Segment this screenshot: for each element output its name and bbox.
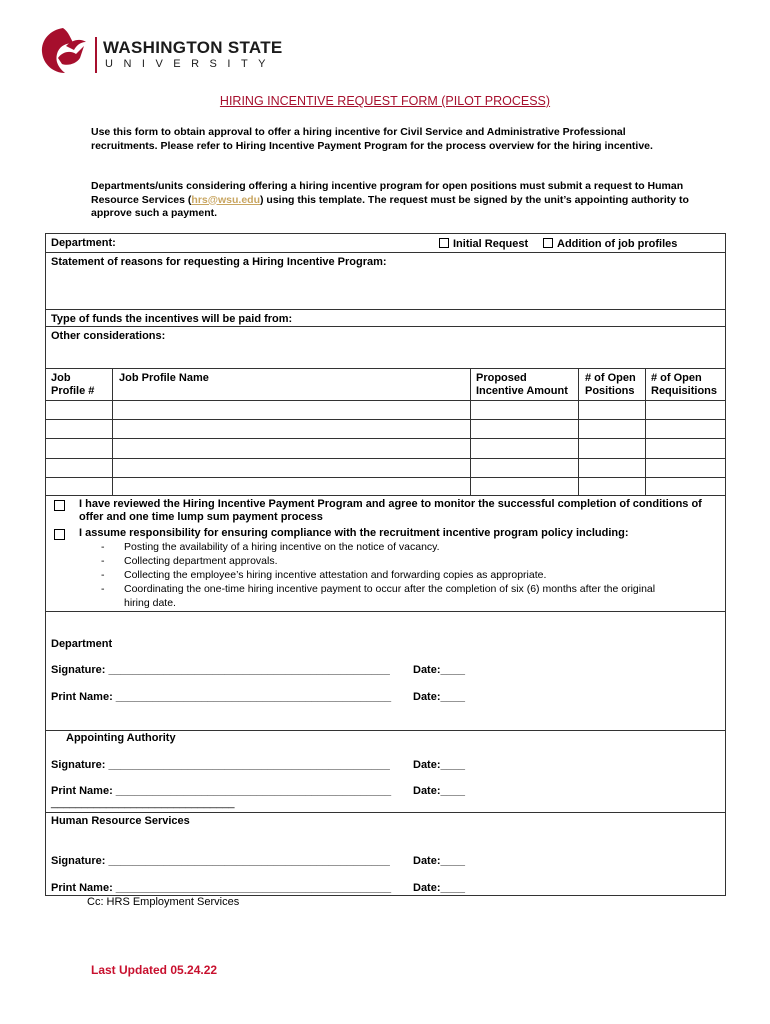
other-considerations-label: Other considerations: xyxy=(51,330,166,342)
aa-signature-field[interactable]: Signature: ______________________________________________ xyxy=(51,759,390,771)
initial-request-label: Initial Request xyxy=(453,238,529,250)
ack-review-text xyxy=(79,498,729,524)
appointing-authority-heading: Appointing Authority xyxy=(66,732,176,744)
dept-signature-date[interactable]: Date:____ xyxy=(413,664,465,676)
bullet-dash: - xyxy=(101,555,105,567)
dept-signature-field[interactable]: Signature: ______________________________________________ xyxy=(51,664,390,676)
header-text: Positions xyxy=(585,385,635,397)
funds-label: Type of funds the incentives will be paid from: xyxy=(51,313,293,325)
col-header-job-profile-no xyxy=(51,372,94,398)
bullet-item-continued: hiring date. xyxy=(124,597,176,609)
department-label: Department: xyxy=(51,237,116,249)
bullet-item: Collecting the employee’s hiring incentive attestation and forwarding copies as appropriate. xyxy=(124,569,547,581)
hrs-print-name-date[interactable]: Date:____ xyxy=(413,882,465,894)
bullet-dash: - xyxy=(101,583,105,595)
request-form xyxy=(45,233,726,896)
addition-profiles-label: Addition of job profiles xyxy=(557,238,678,250)
ack-line: I have reviewed the Hiring Incentive Payment Program and agree to monitor the successful completion of conditions of xyxy=(79,498,702,510)
header-text: # of Open xyxy=(585,372,636,384)
hrs-print-name-field[interactable]: Print Name: _____________________________________________ xyxy=(51,882,392,894)
aa-signature-date[interactable]: Date:____ xyxy=(413,759,465,771)
dept-print-name-date[interactable]: Date:____ xyxy=(413,691,465,703)
bullet-dash: - xyxy=(101,569,105,581)
cc-note: Cc: HRS Employment Services xyxy=(87,896,240,908)
header-text: Requisitions xyxy=(651,385,718,397)
intro-paragraph-2 xyxy=(91,180,691,221)
header-text: Job xyxy=(51,372,71,384)
last-updated: Last Updated 05.24.22 xyxy=(91,963,218,977)
ack-responsibility-text: I assume responsibility for ensuring compliance with the recruitment incentive program policy including: xyxy=(79,527,629,539)
department-heading: Department xyxy=(51,638,113,650)
intro-paragraph-1: Use this form to obtain approval to offer a hiring incentive for Civil Service and Administrative Professional recruitments. Please refer to Hiring Incentive Payment Program for the process overview for the hiring incentive. xyxy=(91,126,653,152)
header-text: Profile # xyxy=(51,385,95,397)
ack-line: offer and one time lump sum payment process xyxy=(79,511,323,523)
dept-print-name-field[interactable]: Print Name: _____________________________________________ xyxy=(51,691,392,703)
bullet-item: Coordinating the one-time hiring incentive payment to occur after the completion of six (6) months after the original xyxy=(124,583,656,595)
bullet-item: Collecting department approvals. xyxy=(124,555,278,567)
extra-underline: ______________________________ xyxy=(51,797,235,809)
intro-text: Departments/units considering offering a hiring incentive program for open positions must submit a request to Human Resource Services ( xyxy=(91,180,684,206)
ack-responsibility-checkbox[interactable] xyxy=(54,529,65,540)
col-header-open-positions xyxy=(585,372,636,398)
aa-print-name-field[interactable]: Print Name: _____________________________________________ xyxy=(51,785,392,797)
form-title: HIRING INCENTIVE REQUEST FORM (PILOT PROCESS) xyxy=(219,94,551,108)
hrs-signature-date[interactable]: Date:____ xyxy=(413,855,465,867)
col-header-proposed-amount xyxy=(476,372,568,398)
initial-request-option[interactable] xyxy=(439,238,528,251)
hrs-signature-field[interactable]: Signature: ______________________________________________ xyxy=(51,855,390,867)
header-text: # of Open xyxy=(651,372,702,384)
col-header-open-requisitions xyxy=(651,372,717,398)
aa-print-name-date[interactable]: Date:____ xyxy=(413,785,465,797)
col-header-job-profile-name: Job Profile Name xyxy=(119,372,209,384)
hrs-email-link[interactable]: hrs@wsu.edu xyxy=(191,193,260,206)
hrs-heading: Human Resource Services xyxy=(51,815,190,827)
statement-label: Statement of reasons for requesting a Hiring Incentive Program: xyxy=(51,256,387,268)
logo-wordmark-line2: UNIVERSITY xyxy=(105,58,277,70)
intro-text: ) using this template. The request must be signed by the unit’s appointing authority to approve such a payment. xyxy=(91,193,689,219)
checkbox-icon[interactable] xyxy=(543,238,553,248)
bullet-item: Posting the availability of a hiring incentive on the notice of vacancy. xyxy=(124,541,440,553)
header-text: Incentive Amount xyxy=(476,385,568,397)
bullet-dash: - xyxy=(101,541,105,553)
statement-field[interactable] xyxy=(51,274,721,308)
header-text: Proposed xyxy=(476,372,527,384)
logo-divider xyxy=(95,37,97,73)
addition-profiles-option[interactable] xyxy=(543,238,677,251)
ack-review-checkbox[interactable] xyxy=(54,500,65,511)
logo-wordmark-line1: WASHINGTON STATE xyxy=(103,38,283,57)
checkbox-icon[interactable] xyxy=(439,238,449,248)
wsu-cougar-logo-icon xyxy=(36,24,90,78)
